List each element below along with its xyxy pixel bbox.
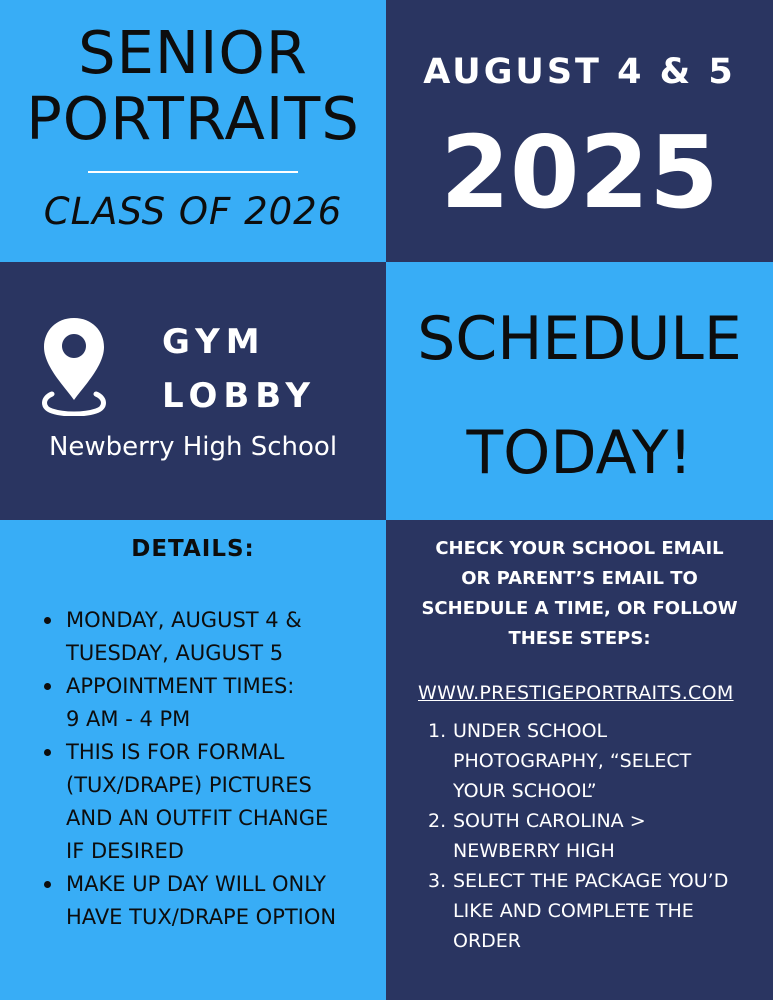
details-list xyxy=(66,604,381,934)
location-line-gym: GYM xyxy=(162,322,266,362)
details-item: THIS IS FOR FORMAL (TUX/DRAPE) PICTURES AND AN OUTFIT CHANGE IF DESIRED xyxy=(66,736,381,868)
website-link[interactable]: WWW.PRESTIGEPORTRAITS.COM xyxy=(418,682,734,704)
cta-line-schedule: SCHEDULE xyxy=(417,304,742,374)
details-panel xyxy=(0,520,386,1000)
details-item: MONDAY, AUGUST 4 & TUESDAY, AUGUST 5 xyxy=(66,604,381,670)
dates-label: AUGUST 4 & 5 xyxy=(423,52,736,92)
step-item xyxy=(428,716,768,806)
cta-line-today: TODAY! xyxy=(466,418,693,488)
title-line-senior: SENIOR xyxy=(78,18,308,87)
title-line-portraits: PORTRAITS xyxy=(26,84,360,153)
step-text: UNDER SCHOOL PHOTOGRAPHY, “SELECT YOUR SCHOOL” xyxy=(453,720,692,802)
date-panel xyxy=(386,0,773,262)
instructions-panel xyxy=(386,520,773,1000)
class-of-label: CLASS OF 2026 xyxy=(43,190,343,233)
school-name: Newberry High School xyxy=(48,432,338,462)
step-number: 2. xyxy=(428,810,447,832)
instructions-intro: CHECK YOUR SCHOOL EMAIL OR PARENT’S EMAIL TO SCHEDULE A TIME, OR FOLLOW THESE STEPS: xyxy=(421,538,738,649)
step-text: SOUTH CAROLINA > NEWBERRY HIGH xyxy=(453,810,646,862)
step-item xyxy=(428,806,768,866)
map-pin-icon xyxy=(38,314,110,416)
cta-panel xyxy=(386,262,773,520)
details-title: DETAILS: xyxy=(131,536,255,562)
step-number: 1. xyxy=(428,720,447,742)
year-label: 2025 xyxy=(440,114,719,231)
details-item: APPOINTMENT TIMES: 9 AM - 4 PM xyxy=(66,670,381,736)
location-panel xyxy=(0,262,386,520)
steps-list xyxy=(428,716,768,956)
step-number: 3. xyxy=(428,870,447,892)
details-item: MAKE UP DAY WILL ONLY HAVE TUX/DRAPE OPTION xyxy=(66,868,381,934)
step-item xyxy=(428,866,768,956)
step-text: SELECT THE PACKAGE YOU’D LIKE AND COMPLETE THE ORDER xyxy=(453,870,729,952)
location-line-lobby: LOBBY xyxy=(162,376,316,416)
title-panel xyxy=(0,0,386,262)
title-divider xyxy=(88,171,298,173)
